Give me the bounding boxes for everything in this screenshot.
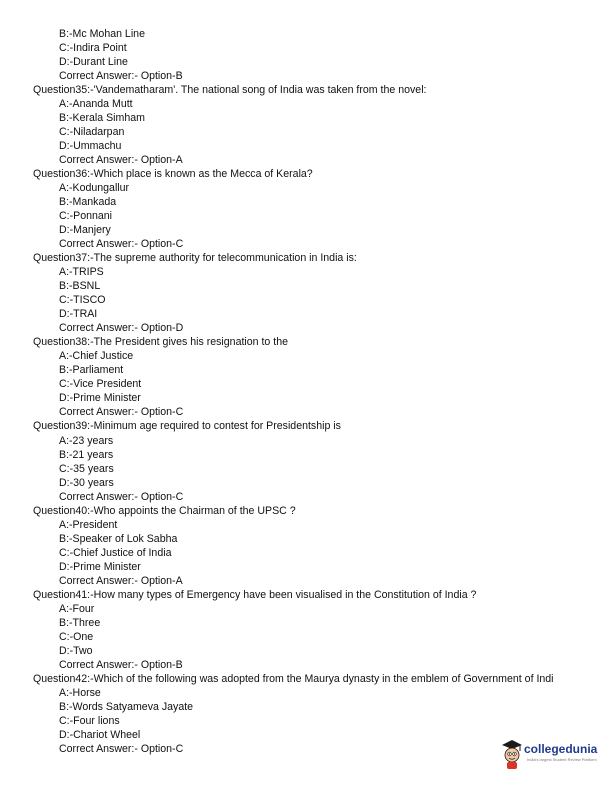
- option-line: B:-Parliament: [59, 364, 124, 376]
- option-line: B:-Three: [59, 617, 101, 629]
- correct-answer: Correct Answer:- Option-B: [59, 659, 183, 671]
- logo-tagline: India's largest Student Review Platform: [527, 757, 597, 762]
- option-line: B:-BSNL: [59, 280, 101, 292]
- correct-answer: Correct Answer:- Option-B: [59, 70, 183, 82]
- option-line: D:-Manjery: [59, 224, 111, 236]
- question-40: Question40:-Who appoints the Chairman of the UPSC ?: [33, 505, 296, 517]
- correct-answer: Correct Answer:- Option-C: [59, 743, 184, 755]
- option-line: B:-21 years: [59, 449, 114, 461]
- option-line: B:-Words Satyameva Jayate: [59, 701, 194, 713]
- option-line: A:-President: [59, 519, 118, 531]
- question-38: Question38:-The President gives his resignation to the: [33, 336, 288, 348]
- option-line: C:-Niladarpan: [59, 126, 125, 138]
- option-line: B:-Mankada: [59, 196, 117, 208]
- correct-answer: Correct Answer:- Option-C: [59, 406, 184, 418]
- question-36: Question36:-Which place is known as the Mecca of Kerala?: [33, 168, 313, 180]
- option-line: C:-TISCO: [59, 294, 106, 306]
- option-line: C:-Vice President: [59, 378, 142, 390]
- option-line: A:-23 years: [59, 435, 114, 447]
- option-line: D:-Durant Line: [59, 56, 128, 68]
- option-line: C:-Indira Point: [59, 42, 127, 54]
- correct-answer: Correct Answer:- Option-C: [59, 491, 184, 503]
- option-line: A:-Horse: [59, 687, 101, 699]
- graduate-mascot-icon: [500, 738, 524, 770]
- question-41: Question41:-How many types of Emergency have been visualised in the Constitution of India ?: [33, 589, 477, 601]
- option-line: B:-Speaker of Lok Sabha: [59, 533, 178, 545]
- option-line: D:-30 years: [59, 477, 114, 489]
- option-line: A:-Ananda Mutt: [59, 98, 133, 110]
- option-line: D:-Prime Minister: [59, 392, 141, 404]
- collegedunia-logo: [500, 736, 610, 772]
- question-39: Question39:-Minimum age required to contest for Presidentship is: [33, 420, 341, 432]
- option-line: B:-Kerala Simham: [59, 112, 145, 124]
- option-line: D:-Two: [59, 645, 93, 657]
- option-line: C:-Chief Justice of India: [59, 547, 172, 559]
- option-line: C:-One: [59, 631, 94, 643]
- option-line: D:-Chariot Wheel: [59, 729, 141, 741]
- correct-answer: Correct Answer:- Option-A: [59, 154, 183, 166]
- correct-answer: Correct Answer:- Option-A: [59, 575, 183, 587]
- correct-answer: Correct Answer:- Option-C: [59, 238, 184, 250]
- option-line: C:-Four lions: [59, 715, 120, 727]
- option-line: A:-Chief Justice: [59, 350, 134, 362]
- question-35: Question35:-'Vandematharam'. The national song of India was taken from the novel:: [33, 84, 427, 96]
- question-37: Question37:-The supreme authority for telecommunication in India is:: [33, 252, 357, 264]
- option-line: C:-35 years: [59, 463, 114, 475]
- option-line: D:-Prime Minister: [59, 561, 141, 573]
- option-line: D:-Ummachu: [59, 140, 122, 152]
- option-line: B:-Mc Mohan Line: [59, 28, 145, 40]
- logo-wordmark: collegedunia: [524, 742, 598, 756]
- option-line: A:-Kodungallur: [59, 182, 130, 194]
- question-42: Question42:-Which of the following was adopted from the Maurya dynasty in the emblem of Government of Indi: [33, 673, 554, 685]
- option-line: D:-TRAI: [59, 308, 98, 320]
- option-line: A:-TRIPS: [59, 266, 104, 278]
- option-line: C:-Ponnani: [59, 210, 112, 222]
- correct-answer: Correct Answer:- Option-D: [59, 322, 184, 334]
- option-line: A:-Four: [59, 603, 95, 615]
